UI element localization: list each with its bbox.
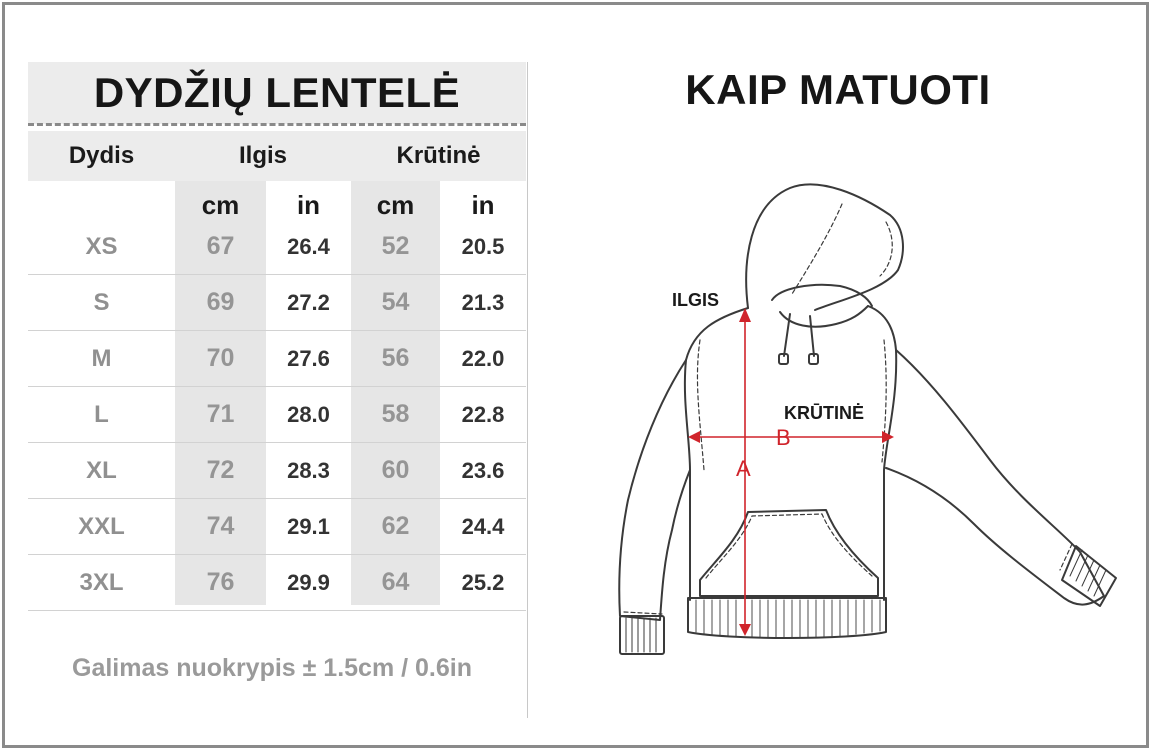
chest-marker-letter: B xyxy=(776,425,791,450)
unit-length-in: in xyxy=(296,189,321,220)
tolerance-note: Galimas nuokrypis ± 1.5cm / 0.6in xyxy=(72,654,472,682)
cell-chest-in: 21.3 xyxy=(461,289,505,315)
cell-length-in: 28.0 xyxy=(287,401,330,427)
cell-length-in: 26.4 xyxy=(287,233,330,259)
length-marker-letter: A xyxy=(736,456,751,481)
waistband-ribbing xyxy=(696,600,880,637)
cell-chest-in: 25.2 xyxy=(461,569,505,595)
unit-length-cm: cm xyxy=(201,189,240,220)
neck-opening xyxy=(780,306,868,327)
cell-length-in: 27.2 xyxy=(287,289,330,315)
unit-chest-in: in xyxy=(471,189,495,220)
unit-chest-cm: cm xyxy=(376,189,415,220)
chest-arrow-left xyxy=(688,431,700,443)
cell-length-cm: 76 xyxy=(206,568,235,596)
left-cuff xyxy=(620,616,664,654)
header-length: Ilgis xyxy=(238,142,287,169)
cell-chest-in: 20.5 xyxy=(461,233,505,259)
left-sleeve xyxy=(619,360,690,620)
size-table-title: DYDŽIŲ LENTELĖ xyxy=(28,62,526,124)
cell-size: XXL xyxy=(78,512,125,540)
measure-lines xyxy=(688,308,894,636)
drawstring-left xyxy=(784,314,790,356)
cell-chest-in: 22.0 xyxy=(461,345,505,371)
hood-outline xyxy=(746,184,903,310)
kangaroo-pocket xyxy=(700,510,878,596)
left-cuff-stitch xyxy=(624,612,662,614)
hood-stitch xyxy=(880,222,892,276)
right-side-stitch xyxy=(882,340,886,462)
body-right-side xyxy=(868,306,896,600)
cell-size: XS xyxy=(85,232,118,260)
left-side-stitch xyxy=(697,340,704,470)
cell-chest-in: 24.4 xyxy=(461,513,505,539)
cell-length-in: 29.1 xyxy=(287,513,330,539)
hood-seam xyxy=(792,204,842,294)
cell-chest-cm: 62 xyxy=(381,512,410,540)
header-size: Dydis xyxy=(68,142,135,169)
how-to-measure-title: KAIP MATUOTI xyxy=(685,66,991,113)
chest-label: KRŪTINĖ xyxy=(784,403,864,423)
right-sleeve-stitch xyxy=(1060,544,1072,570)
cell-size: M xyxy=(91,344,112,372)
cell-size: L xyxy=(94,400,109,428)
cell-length-cm: 69 xyxy=(206,288,235,316)
cell-chest-cm: 54 xyxy=(381,288,410,316)
cell-size: S xyxy=(93,288,110,316)
right-sleeve xyxy=(886,350,1104,605)
cell-length-cm: 67 xyxy=(206,232,235,260)
cell-length-in: 28.3 xyxy=(287,457,330,483)
body-left-side xyxy=(685,308,748,600)
drawstring-right xyxy=(810,316,814,356)
cell-chest-cm: 52 xyxy=(381,232,410,260)
cell-chest-in: 22.8 xyxy=(461,401,505,427)
left-cuff-ribbing xyxy=(626,618,656,652)
cell-length-cm: 72 xyxy=(206,456,235,484)
cell-length-in: 29.9 xyxy=(287,569,330,595)
length-arrow-bottom xyxy=(739,624,751,636)
cell-size: 3XL xyxy=(79,568,124,596)
cell-length-cm: 70 xyxy=(206,344,235,372)
cell-chest-cm: 58 xyxy=(381,400,410,428)
cell-length-cm: 74 xyxy=(206,512,235,540)
header-chest: Krūtinė xyxy=(396,142,481,169)
cell-length-cm: 71 xyxy=(206,400,235,428)
cell-chest-cm: 56 xyxy=(381,344,410,372)
cell-size: XL xyxy=(86,456,117,484)
cell-chest-cm: 60 xyxy=(381,456,410,484)
length-label: ILGIS xyxy=(672,290,720,310)
cell-length-in: 27.6 xyxy=(287,345,330,371)
cell-chest-in: 23.6 xyxy=(461,457,505,483)
cell-chest-cm: 64 xyxy=(381,568,410,596)
